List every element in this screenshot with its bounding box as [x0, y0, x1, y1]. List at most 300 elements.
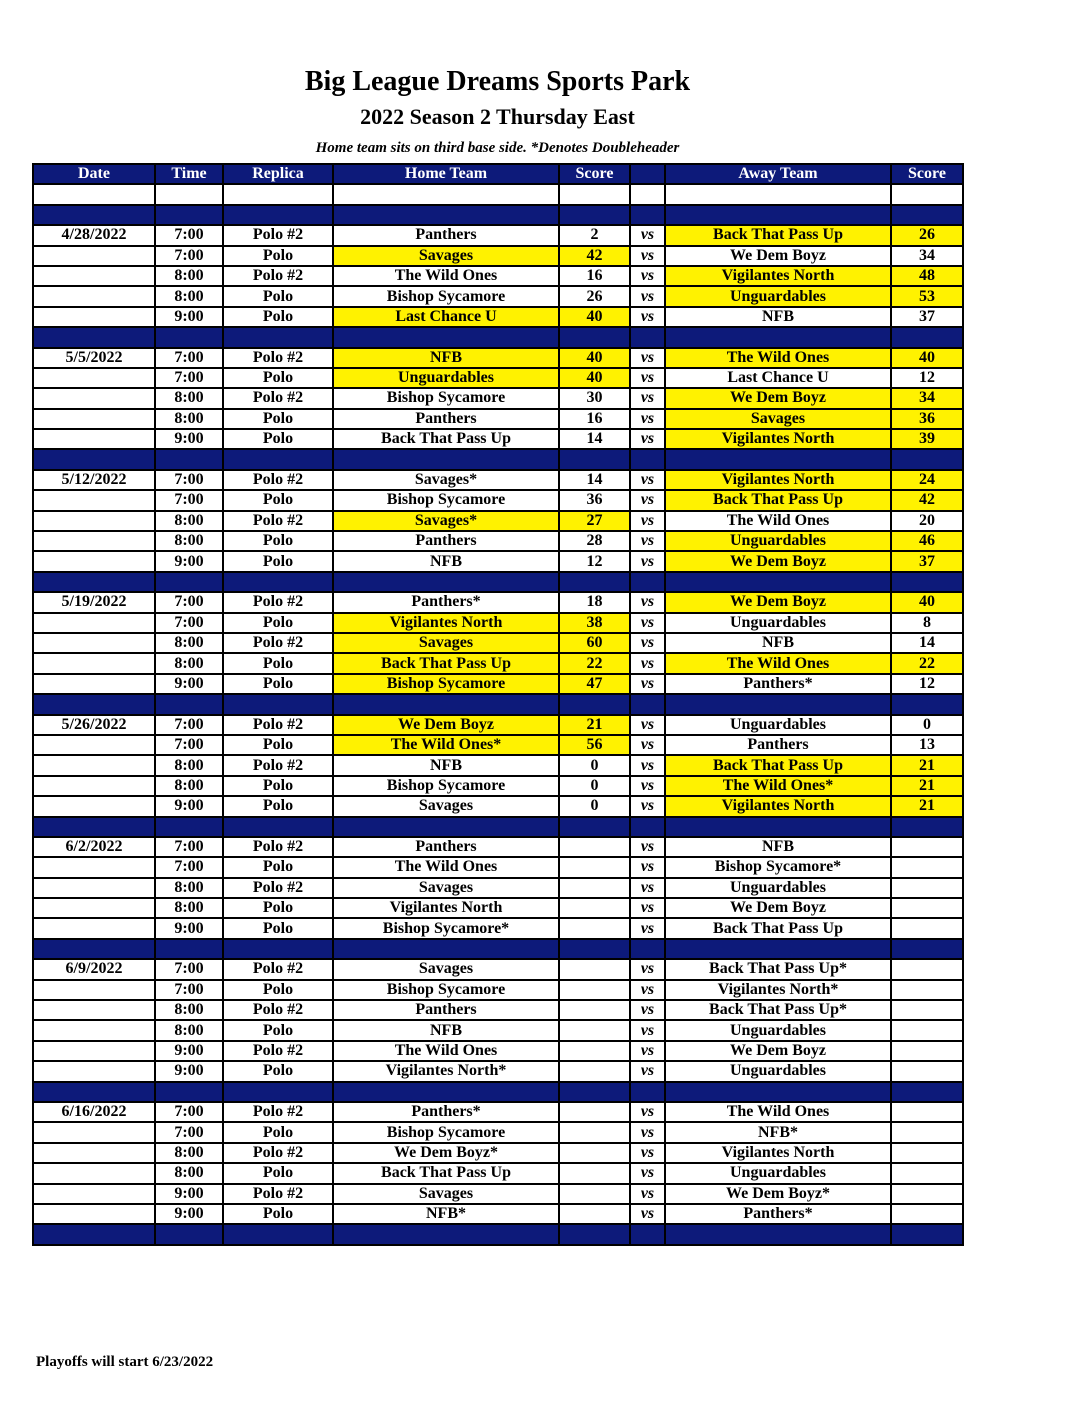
home-team: Vigilantes North: [333, 613, 559, 633]
game-date-empty: [33, 857, 155, 877]
vs-label: vs: [630, 878, 665, 898]
separator-cell: [223, 327, 333, 347]
week-separator-row: [33, 1224, 963, 1244]
away-score: 12: [891, 368, 963, 388]
vs-label: vs: [630, 1204, 665, 1224]
game-time: 8:00: [155, 511, 223, 531]
vs-label: vs: [630, 1143, 665, 1163]
game-row: [33, 715, 963, 735]
home-team: Savages: [333, 633, 559, 653]
vs-label: vs: [630, 735, 665, 755]
game-date: 5/26/2022: [33, 715, 155, 735]
game-field: Polo: [223, 1122, 333, 1142]
game-time: 7:00: [155, 735, 223, 755]
game-time: 7:00: [155, 246, 223, 266]
away-score: [891, 837, 963, 857]
game-row: [33, 429, 963, 449]
game-row: [33, 1020, 963, 1040]
separator-cell: [630, 939, 665, 959]
game-row: [33, 246, 963, 266]
vs-label: vs: [630, 715, 665, 735]
vs-label: vs: [630, 429, 665, 449]
away-team: Vigilantes North: [665, 266, 891, 286]
home-score: [559, 857, 630, 877]
game-row: [33, 531, 963, 551]
game-date-empty: [33, 551, 155, 571]
away-score: 22: [891, 653, 963, 673]
game-field: Polo #2: [223, 592, 333, 612]
game-row: [33, 653, 963, 673]
home-team: Bishop Sycamore: [333, 776, 559, 796]
away-score: 20: [891, 511, 963, 531]
game-field: Polo: [223, 368, 333, 388]
game-field: Polo: [223, 613, 333, 633]
game-row: [33, 1061, 963, 1081]
game-time: 7:00: [155, 959, 223, 979]
home-team: Panthers*: [333, 592, 559, 612]
separator-cell: [559, 205, 630, 225]
home-score: [559, 1061, 630, 1081]
vs-label: vs: [630, 755, 665, 775]
game-date-empty: [33, 1122, 155, 1142]
home-team: Bishop Sycamore*: [333, 918, 559, 938]
separator-cell: [559, 939, 630, 959]
separator-cell: [33, 327, 155, 347]
game-date-empty: [33, 796, 155, 816]
home-team: NFB: [333, 551, 559, 571]
schedule-table: [32, 163, 964, 1246]
game-time: 7:00: [155, 225, 223, 245]
game-row: [33, 980, 963, 1000]
away-score: [891, 1204, 963, 1224]
away-score: [891, 1061, 963, 1081]
away-score: 13: [891, 735, 963, 755]
home-score: 40: [559, 368, 630, 388]
game-date: 4/28/2022: [33, 225, 155, 245]
away-score: 21: [891, 776, 963, 796]
away-score: [891, 857, 963, 877]
home-score: 0: [559, 796, 630, 816]
separator-cell: [155, 939, 223, 959]
game-date-empty: [33, 246, 155, 266]
vs-label: vs: [630, 1122, 665, 1142]
separator-cell: [33, 817, 155, 837]
game-time: 8:00: [155, 286, 223, 306]
home-team: Bishop Sycamore: [333, 1122, 559, 1142]
away-score: [891, 980, 963, 1000]
game-time: 9:00: [155, 674, 223, 694]
away-score: 46: [891, 531, 963, 551]
separator-cell: [333, 939, 559, 959]
game-row: [33, 490, 963, 510]
separator-cell: [155, 184, 223, 204]
game-date-empty: [33, 1143, 155, 1163]
game-row: [33, 1204, 963, 1224]
separator-cell: [33, 694, 155, 714]
game-time: 7:00: [155, 857, 223, 877]
game-time: 8:00: [155, 1143, 223, 1163]
separator-cell: [630, 817, 665, 837]
home-team: Last Chance U: [333, 307, 559, 327]
week-separator-row: [33, 939, 963, 959]
game-row: [33, 1143, 963, 1163]
separator-cell: [630, 1224, 665, 1244]
vs-label: vs: [630, 368, 665, 388]
away-score: 24: [891, 470, 963, 490]
game-date-empty: [33, 490, 155, 510]
home-score: [559, 1143, 630, 1163]
game-time: 9:00: [155, 1041, 223, 1061]
game-time: 8:00: [155, 1020, 223, 1040]
separator-cell: [333, 449, 559, 469]
vs-label: vs: [630, 348, 665, 368]
game-time: 8:00: [155, 653, 223, 673]
away-team: We Dem Boyz: [665, 898, 891, 918]
week-separator-row: [33, 572, 963, 592]
game-date-empty: [33, 1000, 155, 1020]
separator-cell: [223, 572, 333, 592]
home-score: 16: [559, 409, 630, 429]
home-team: Savages*: [333, 511, 559, 531]
vs-label: vs: [630, 307, 665, 327]
game-date-empty: [33, 1020, 155, 1040]
separator-cell: [630, 327, 665, 347]
game-date: 6/16/2022: [33, 1102, 155, 1122]
game-field: Polo #2: [223, 388, 333, 408]
game-field: Polo: [223, 490, 333, 510]
home-score: 14: [559, 429, 630, 449]
home-team: Panthers: [333, 1000, 559, 1020]
separator-cell: [891, 817, 963, 837]
separator-cell: [33, 939, 155, 959]
separator-cell: [891, 1082, 963, 1102]
vs-label: vs: [630, 959, 665, 979]
vs-label: vs: [630, 613, 665, 633]
home-team: Bishop Sycamore: [333, 674, 559, 694]
separator-cell: [665, 572, 891, 592]
home-team: The Wild Ones*: [333, 735, 559, 755]
away-team: We Dem Boyz: [665, 1041, 891, 1061]
game-date: 5/5/2022: [33, 348, 155, 368]
separator-cell: [333, 327, 559, 347]
separator-cell: [665, 1224, 891, 1244]
separator-cell: [891, 939, 963, 959]
game-field: Polo: [223, 1163, 333, 1183]
game-date-empty: [33, 1204, 155, 1224]
home-score: [559, 1102, 630, 1122]
game-date: 6/9/2022: [33, 959, 155, 979]
game-date-empty: [33, 368, 155, 388]
col-header-replica: Replica: [223, 164, 333, 184]
home-team: Back That Pass Up: [333, 1163, 559, 1183]
game-time: 9:00: [155, 918, 223, 938]
home-score: 40: [559, 307, 630, 327]
home-team: Savages: [333, 1184, 559, 1204]
home-score: [559, 1000, 630, 1020]
away-team: The Wild Ones*: [665, 776, 891, 796]
away-team: Unguardables: [665, 613, 891, 633]
separator-cell: [333, 817, 559, 837]
separator-cell: [223, 939, 333, 959]
game-time: 7:00: [155, 837, 223, 857]
vs-label: vs: [630, 1061, 665, 1081]
col-header-home-score: Score: [559, 164, 630, 184]
vs-label: vs: [630, 796, 665, 816]
vs-label: vs: [630, 246, 665, 266]
game-date-empty: [33, 898, 155, 918]
col-header-away-team: Away Team: [665, 164, 891, 184]
separator-cell: [630, 572, 665, 592]
home-score: 40: [559, 348, 630, 368]
away-team: Panthers*: [665, 1204, 891, 1224]
home-team: The Wild Ones: [333, 266, 559, 286]
game-time: 8:00: [155, 1163, 223, 1183]
home-score: 47: [559, 674, 630, 694]
away-team: We Dem Boyz: [665, 551, 891, 571]
game-row: [33, 755, 963, 775]
game-field: Polo: [223, 1020, 333, 1040]
away-team: Vigilantes North: [665, 429, 891, 449]
separator-cell: [33, 572, 155, 592]
vs-label: vs: [630, 470, 665, 490]
separator-cell: [665, 1082, 891, 1102]
game-row: [33, 388, 963, 408]
away-team: Vigilantes North: [665, 470, 891, 490]
separator-cell: [559, 449, 630, 469]
separator-cell: [33, 1224, 155, 1244]
game-field: Polo #2: [223, 755, 333, 775]
game-field: Polo: [223, 286, 333, 306]
vs-label: vs: [630, 633, 665, 653]
game-date-empty: [33, 409, 155, 429]
separator-cell: [155, 449, 223, 469]
game-time: 8:00: [155, 776, 223, 796]
game-row: [33, 470, 963, 490]
game-field: Polo #2: [223, 633, 333, 653]
separator-cell: [559, 327, 630, 347]
away-team: The Wild Ones: [665, 1102, 891, 1122]
col-header-home-team: Home Team: [333, 164, 559, 184]
away-team: We Dem Boyz*: [665, 1184, 891, 1204]
away-score: [891, 1122, 963, 1142]
game-time: 8:00: [155, 388, 223, 408]
home-team: We Dem Boyz: [333, 715, 559, 735]
separator-cell: [630, 1082, 665, 1102]
game-row: [33, 1102, 963, 1122]
game-time: 7:00: [155, 715, 223, 735]
home-team: Bishop Sycamore: [333, 388, 559, 408]
home-team: NFB*: [333, 1204, 559, 1224]
vs-label: vs: [630, 1163, 665, 1183]
separator-cell: [665, 939, 891, 959]
game-field: Polo #2: [223, 1143, 333, 1163]
home-team: Savages: [333, 796, 559, 816]
home-score: 22: [559, 653, 630, 673]
table-header-row: [33, 164, 963, 184]
home-score: [559, 980, 630, 1000]
game-time: 7:00: [155, 1102, 223, 1122]
home-team: NFB: [333, 348, 559, 368]
home-score: [559, 1204, 630, 1224]
away-score: [891, 1041, 963, 1061]
home-team: Back That Pass Up: [333, 429, 559, 449]
game-time: 7:00: [155, 368, 223, 388]
away-team: Unguardables: [665, 1020, 891, 1040]
away-score: [891, 1143, 963, 1163]
game-field: Polo: [223, 735, 333, 755]
week-separator-row: [33, 817, 963, 837]
separator-cell: [33, 449, 155, 469]
away-team: The Wild Ones: [665, 348, 891, 368]
separator-cell: [33, 205, 155, 225]
separator-cell: [333, 184, 559, 204]
away-score: 42: [891, 490, 963, 510]
separator-cell: [223, 1224, 333, 1244]
home-score: 60: [559, 633, 630, 653]
page-subtitle: 2022 Season 2 Thursday East: [360, 104, 635, 129]
vs-label: vs: [630, 918, 665, 938]
game-field: Polo: [223, 653, 333, 673]
vs-label: vs: [630, 286, 665, 306]
game-field: Polo: [223, 1061, 333, 1081]
game-time: 9:00: [155, 1204, 223, 1224]
game-time: 7:00: [155, 1122, 223, 1142]
away-score: 48: [891, 266, 963, 286]
away-team: Unguardables: [665, 878, 891, 898]
game-row: [33, 409, 963, 429]
away-score: [891, 1184, 963, 1204]
game-field: Polo #2: [223, 470, 333, 490]
home-team: Savages*: [333, 470, 559, 490]
separator-cell: [891, 694, 963, 714]
game-row: [33, 551, 963, 571]
separator-cell: [891, 327, 963, 347]
game-time: 9:00: [155, 551, 223, 571]
game-date-empty: [33, 776, 155, 796]
game-field: Polo #2: [223, 837, 333, 857]
vs-label: vs: [630, 898, 665, 918]
game-row: [33, 898, 963, 918]
game-row: [33, 1000, 963, 1020]
vs-label: vs: [630, 653, 665, 673]
game-row: [33, 286, 963, 306]
separator-cell: [665, 694, 891, 714]
game-time: 9:00: [155, 1061, 223, 1081]
away-team: We Dem Boyz: [665, 246, 891, 266]
vs-label: vs: [630, 388, 665, 408]
home-team: Bishop Sycamore: [333, 980, 559, 1000]
away-team: We Dem Boyz: [665, 592, 891, 612]
separator-cell: [223, 449, 333, 469]
week-separator-row: [33, 694, 963, 714]
away-score: 0: [891, 715, 963, 735]
home-score: 26: [559, 286, 630, 306]
game-date-empty: [33, 429, 155, 449]
vs-label: vs: [630, 409, 665, 429]
game-date-empty: [33, 1184, 155, 1204]
separator-cell: [33, 184, 155, 204]
game-field: Polo #2: [223, 266, 333, 286]
home-team: NFB: [333, 1020, 559, 1040]
home-score: [559, 1184, 630, 1204]
playoffs-note: Playoffs will start 6/23/2022: [36, 1354, 214, 1370]
game-time: 9:00: [155, 307, 223, 327]
away-score: [891, 1102, 963, 1122]
home-team: Panthers: [333, 409, 559, 429]
away-score: [891, 878, 963, 898]
game-time: 7:00: [155, 490, 223, 510]
separator-cell: [559, 694, 630, 714]
away-score: 40: [891, 592, 963, 612]
vs-label: vs: [630, 980, 665, 1000]
game-date-empty: [33, 674, 155, 694]
home-score: [559, 898, 630, 918]
separator-cell: [891, 205, 963, 225]
game-row: [33, 613, 963, 633]
game-row: [33, 735, 963, 755]
vs-label: vs: [630, 531, 665, 551]
game-time: 7:00: [155, 348, 223, 368]
separator-cell: [223, 1082, 333, 1102]
game-field: Polo #2: [223, 511, 333, 531]
vs-label: vs: [630, 1102, 665, 1122]
separator-cell: [559, 817, 630, 837]
game-date-empty: [33, 286, 155, 306]
separator-cell: [891, 184, 963, 204]
away-team: Unguardables: [665, 1163, 891, 1183]
home-team: The Wild Ones: [333, 857, 559, 877]
away-score: 37: [891, 551, 963, 571]
away-team: We Dem Boyz: [665, 388, 891, 408]
game-row: [33, 348, 963, 368]
game-time: 9:00: [155, 796, 223, 816]
separator-cell: [223, 694, 333, 714]
game-date-empty: [33, 511, 155, 531]
separator-cell: [559, 184, 630, 204]
game-field: Polo: [223, 551, 333, 571]
home-team: Panthers*: [333, 1102, 559, 1122]
vs-label: vs: [630, 490, 665, 510]
col-header-time: Time: [155, 164, 223, 184]
home-score: 42: [559, 246, 630, 266]
game-row: [33, 225, 963, 245]
game-time: 7:00: [155, 980, 223, 1000]
game-time: 8:00: [155, 878, 223, 898]
away-score: 39: [891, 429, 963, 449]
separator-cell: [333, 1224, 559, 1244]
separator-cell: [665, 327, 891, 347]
away-score: 34: [891, 388, 963, 408]
game-field: Polo: [223, 531, 333, 551]
game-date: 5/19/2022: [33, 592, 155, 612]
home-score: 38: [559, 613, 630, 633]
vs-label: vs: [630, 511, 665, 531]
schedule-body: [33, 184, 963, 1244]
home-score: [559, 1163, 630, 1183]
separator-cell: [155, 1224, 223, 1244]
game-row: [33, 1122, 963, 1142]
separator-cell: [891, 449, 963, 469]
away-score: 37: [891, 307, 963, 327]
home-team: Bishop Sycamore: [333, 490, 559, 510]
game-row: [33, 918, 963, 938]
away-team: Back That Pass Up*: [665, 1000, 891, 1020]
game-time: 7:00: [155, 470, 223, 490]
away-score: [891, 1163, 963, 1183]
away-team: Back That Pass Up: [665, 225, 891, 245]
game-field: Polo: [223, 980, 333, 1000]
game-time: 8:00: [155, 1000, 223, 1020]
